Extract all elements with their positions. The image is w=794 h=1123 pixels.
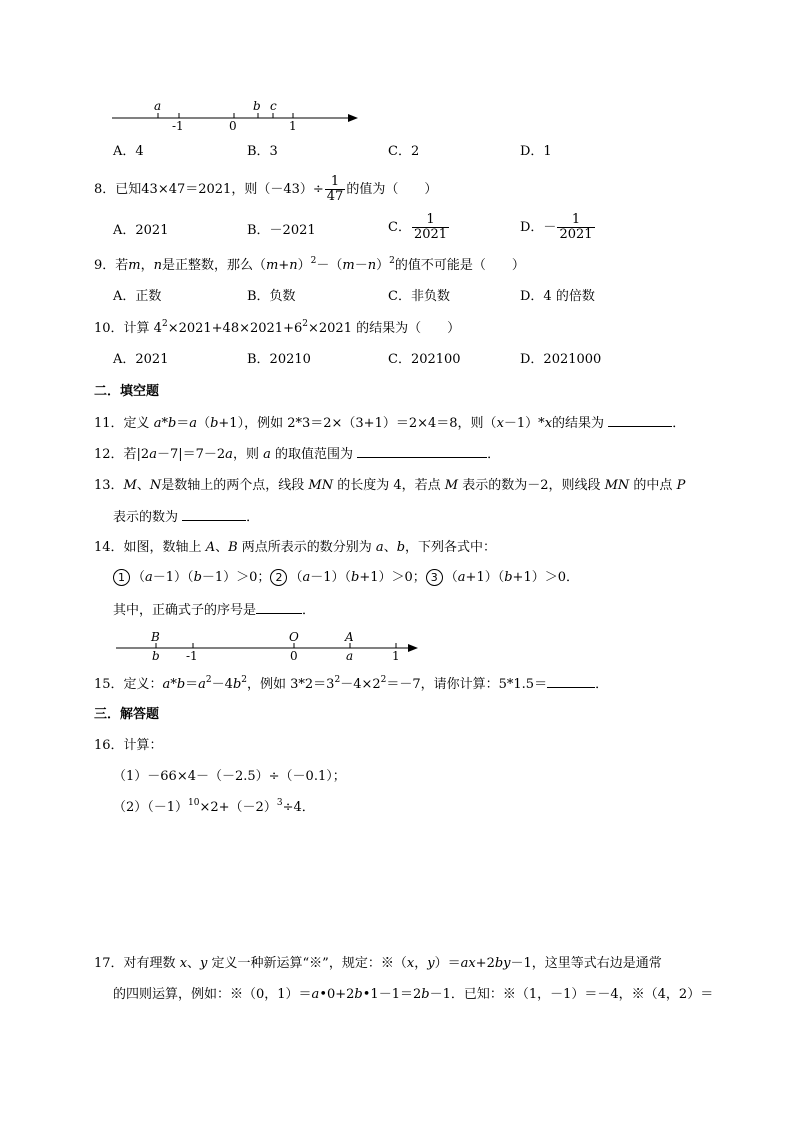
q11-answer-blank[interactable] (608, 414, 672, 427)
q14-tick-1: 1 (392, 649, 400, 663)
q9-option-d[interactable]: D．4 的倍数 (520, 289, 595, 304)
question-15: 15．定义：$a*b=a^2-4b^2$，例如 $3*2=3^2-4\times 2^2=-7$，请你计算：5*1.5＝ ． (94, 675, 609, 692)
q14-label-b-lower: b (152, 649, 160, 663)
q8-option-c-den: 2021 (413, 227, 448, 242)
section-solution-heading: 三．解答题 (94, 707, 160, 722)
q14-tick-neg1: -1 (186, 649, 198, 663)
q7-tick-neg1: -1 (172, 119, 184, 132)
q7-option-d[interactable]: D．1 (520, 144, 552, 159)
q8-option-d-den: 2021 (559, 227, 593, 242)
q14-label-o: O (289, 630, 299, 644)
question-14: 14．如图，数轴上 A、B 两点所表示的数分别为 a、b，下列各式中： (94, 540, 497, 555)
q8-option-d-fraction (557, 213, 594, 242)
q10-option-d[interactable]: D．2021000 (520, 352, 602, 367)
q7-option-a[interactable]: A．4 (113, 144, 144, 159)
q13-answer-blank[interactable] (182, 508, 246, 521)
q8-frac-den: 47 (326, 189, 344, 204)
q7-tick-0: 0 (229, 119, 237, 132)
q7-tick-1: 1 (289, 119, 297, 132)
q7-option-c[interactable]: C．2 (388, 144, 420, 159)
question-16-part-2: $(2)(-1)^{10}\times 2+(-2)^3\div 4$． (113, 798, 315, 815)
question-11: 11．定义 a*b＝a（b+1），例如 2*3＝2×（3+1）＝2×4＝8，则（x－1）*x的结果为 ． (94, 416, 686, 431)
question-10: 10．计算 $4^2\times 2021+48\times 2021+6^2\times 2021$ 的结果为（ ） (94, 319, 461, 336)
question-14-line-3: 其中，正确式子的序号是 ． (113, 603, 316, 618)
q8-option-d[interactable] (520, 213, 596, 242)
question-13-line-2: 表示的数为 ． (113, 510, 260, 525)
q8-option-d-label: D．－ (520, 220, 557, 235)
q8-option-c-label: C． (388, 220, 411, 235)
question-12: 12．若|2a－7|＝7－2a，则 a 的取值范围为 ． (94, 447, 501, 462)
q8-option-b[interactable]: B．－2021 (247, 223, 316, 238)
q7-option-b[interactable]: B．3 (247, 144, 278, 159)
q14-label-a-lower: a (346, 649, 354, 663)
q7-number-line (110, 96, 365, 132)
q14-tick-0: 0 (290, 649, 298, 663)
question-14-expressions: 1 （a－1）（b－1）＞0； 2 （a－1）（b+1）＞0； 3 （a+1）（b+1）＞0． (113, 569, 579, 587)
q9-option-a[interactable]: A．正数 (113, 289, 162, 304)
q10-option-b[interactable]: B．20210 (247, 352, 311, 367)
q12-answer-blank[interactable] (357, 445, 487, 458)
question-16-title: 16．计算： (94, 738, 163, 753)
q10-option-c[interactable]: C．202100 (388, 352, 461, 367)
question-13: 13．M、N是数轴上的两个点，线段 MN 的长度为 4，若点 M 表示的数为－2，则线段 MN 的中点 P (94, 478, 686, 493)
question-17: 17．对有理数 x、y 定义一种新运算“※”，规定：※（x，y）＝ax+2by－1，这里等式右边是通常 (94, 956, 662, 971)
q8-option-c-fraction (412, 213, 449, 242)
q7-point-b-label: b (253, 99, 261, 113)
q9-option-b[interactable]: B．负数 (247, 289, 296, 304)
question-8 (94, 175, 437, 204)
q8-option-a[interactable]: A．2021 (113, 223, 169, 238)
q10-option-a[interactable]: A．2021 (113, 352, 169, 367)
q8-text: 8．已知43×47＝2021，则（－43）÷ (94, 182, 324, 197)
circled-1: 1 (113, 569, 130, 586)
circled-2: 2 (270, 569, 287, 586)
q8-option-c-num: 1 (412, 213, 449, 228)
q8-option-c[interactable] (388, 213, 450, 242)
q8-frac-num: 1 (325, 175, 346, 190)
question-17-line-2: 的四则运算，例如：※（0，1）＝a•0+2b•1－1＝2b－1．已知：※（1，－1）＝－4，※（4，2）＝ (113, 987, 714, 1002)
q14-answer-blank[interactable] (256, 601, 302, 614)
q14-label-b-upper: B (151, 630, 160, 644)
q14-label-a-upper: A (345, 630, 354, 644)
circled-3: 3 (426, 569, 443, 586)
q7-point-c-label: c (270, 99, 277, 113)
q7-point-a-label: a (154, 99, 162, 113)
q8-suffix: 的值为（ ） (346, 182, 438, 197)
q14-number-line (112, 628, 422, 664)
question-9: 9．若m，n是正整数，那么$(m+n)^2-(m-n)^2$的值不可能是（ ） (94, 256, 525, 273)
q8-fraction (325, 175, 346, 204)
q9-option-c[interactable]: C．非负数 (388, 289, 450, 304)
q15-answer-blank[interactable] (547, 675, 595, 688)
question-16-part-1: （1）－66×4－（－2.5）÷（－0.1）； (113, 769, 346, 784)
section-fill-in-heading: 二．填空题 (94, 384, 160, 399)
q8-option-d-num: 1 (557, 213, 594, 228)
